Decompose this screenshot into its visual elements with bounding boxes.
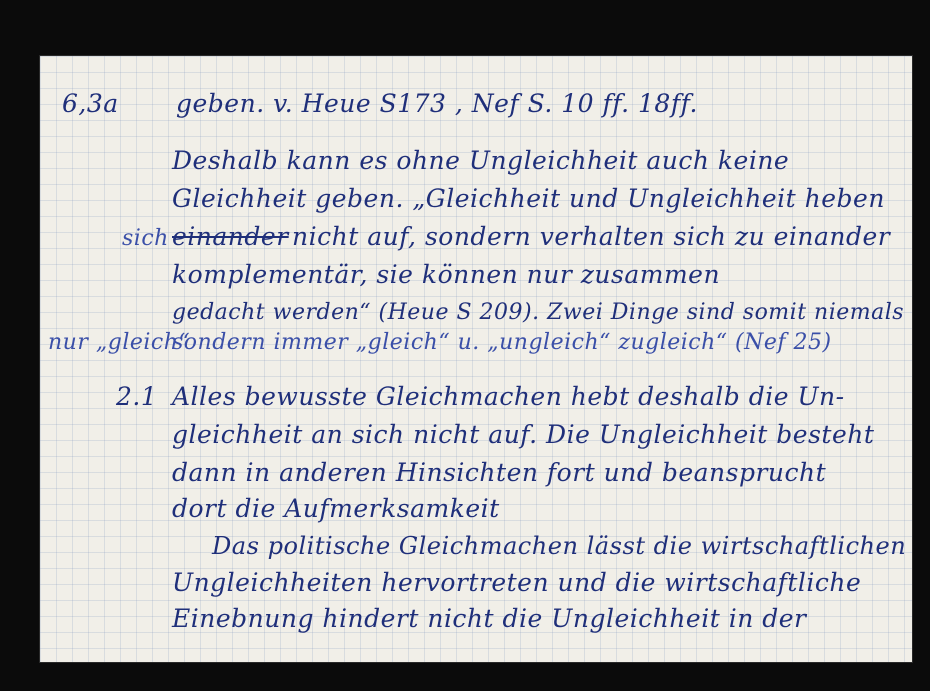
handwritten-line-7: Alles bewusste Gleichmachen hebt deshalb die Un- (172, 382, 845, 411)
handwritten-line-3: Gleichheit geben. „Gleichheit und Ungleichheit heben (172, 184, 885, 213)
index-card (40, 56, 912, 662)
handwritten-line-10: dort die Aufmerksamkeit (172, 494, 500, 523)
handwritten-line-9: dann in anderen Hinsichten fort und beansprucht (172, 458, 827, 487)
handwritten-line-1: geben. v. Heue S173 , Nef S. 10 ff. 18ff. (176, 89, 698, 118)
handwritten-line-8: gleichheit an sich nicht auf. Die Ungleichheit besteht (172, 420, 875, 449)
struck-word: einander (172, 222, 289, 251)
margin-note-gleich: nur „gleich“ (48, 330, 191, 355)
handwritten-line-13: Einebnung hindert nicht die Ungleichheit in der (172, 604, 807, 633)
margin-note-sich: sich (122, 226, 169, 251)
card-number: 6,3a (62, 89, 119, 118)
section-number: 2.1 (116, 382, 158, 411)
handwritten-line-6: gedacht werden“ (Heue S 209). Zwei Dinge sind somit niemals (172, 300, 905, 325)
handwritten-line-5: komplementär, sie können nur zusammen (172, 260, 721, 289)
handwritten-line-12: Ungleichheiten hervortreten und die wirtschaftliche (172, 568, 862, 597)
handwritten-line-11: Das politische Gleichmachen lässt die wirtschaftlichen (212, 532, 907, 560)
handwritten-line-4: nicht auf, sondern verhalten sich zu einander (292, 222, 891, 251)
inserted-line: sondern immer „gleich“ u. „ungleich“ zugleich“ (Nef 25) (172, 330, 832, 355)
handwritten-line-2: Deshalb kann es ohne Ungleichheit auch keine (172, 146, 790, 175)
